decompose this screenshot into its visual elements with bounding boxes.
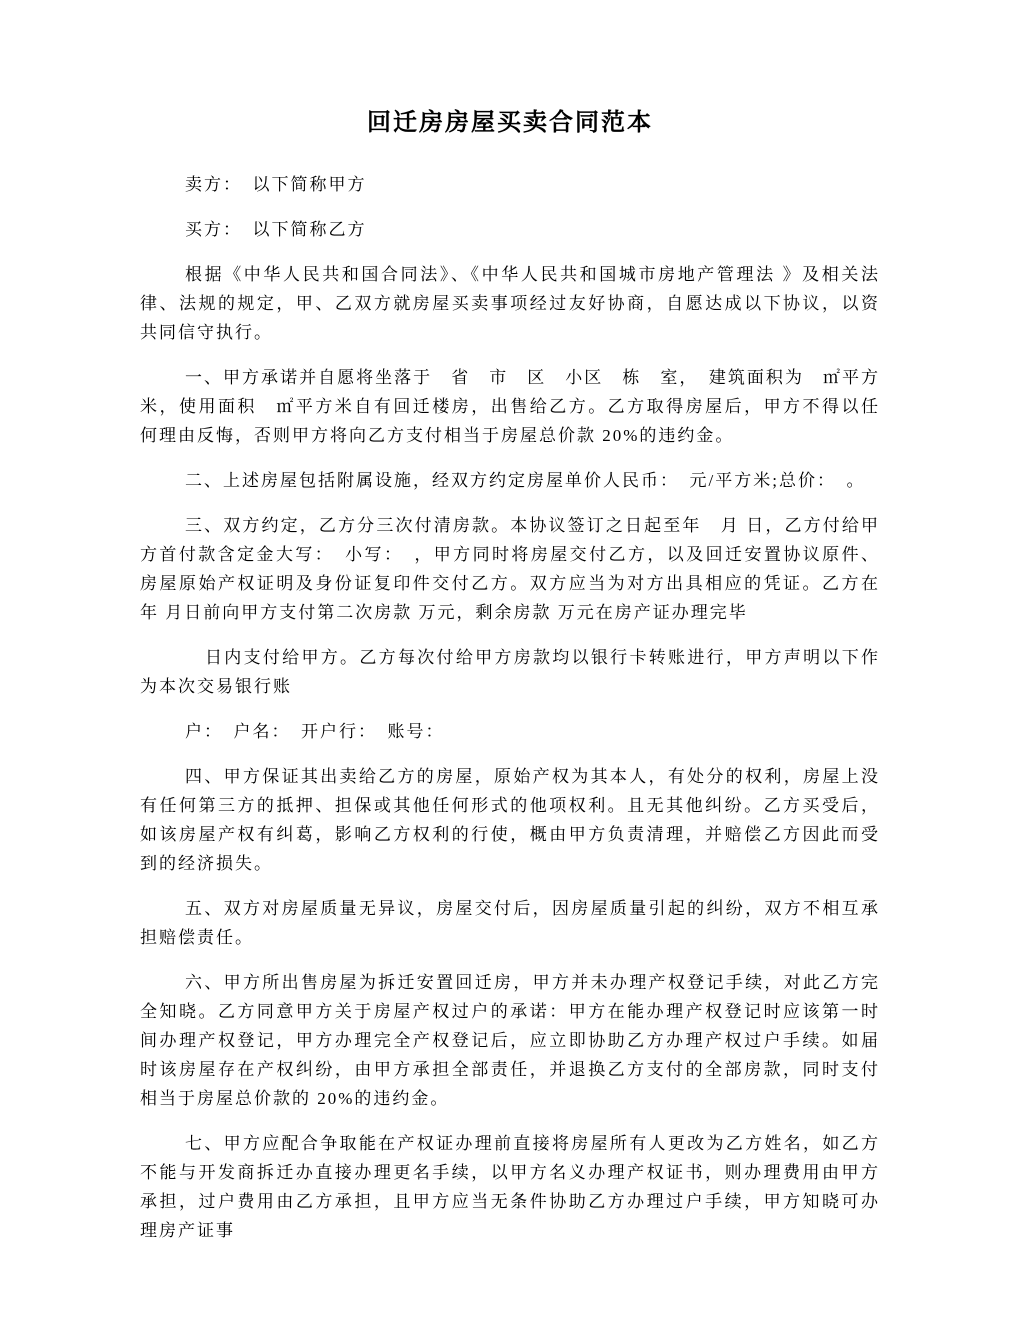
paragraph-preamble: 根据《中华人民共和国合同法》、《中华人民共和国城市房地产管理法 》及相关法律、法规的规定，甲、乙双方就房屋买卖事项经过友好协商，自愿达成以下协议，以资共同信守执行。 xyxy=(140,265,880,342)
paragraph-clause-1: 一、甲方承诺并自愿将坐落于 省 市 区 小区 栋 室， 建筑面积为 ㎡平方米，使用面积 ㎡平方米自有回迁楼房，出售给乙方。乙方取得房屋后，甲方不得以任何理由反悔，否则甲方将向乙方支付相当于房屋总价款 20%的违约金。 xyxy=(140,368,880,445)
paragraph-clause-4: 四、甲方保证其出卖给乙方的房屋，原始产权为其本人，有处分的权利，房屋上没有任何第三方的抵押、担保或其他任何形式的他项权利。且无其他纠纷。乙方买受后，如该房屋产权有纠葛，影响乙方权利的行使，概由甲方负责清理，并赔偿乙方因此而受到的经济损失。 xyxy=(140,767,880,873)
document-title: 回迁房房屋买卖合同范本 xyxy=(367,110,653,136)
paragraph-clause-3-continuation: 日内支付给甲方。乙方每次付给甲方房款均以银行卡转账进行，甲方声明以下作为本次交易银行账 xyxy=(140,648,880,696)
paragraph-clause-5: 五、双方对房屋质量无异议，房屋交付后，因房屋质量引起的纠纷，双方不相互承担赔偿责任。 xyxy=(140,899,880,947)
paragraph-clause-7: 七、甲方应配合争取能在产权证办理前直接将房屋所有人更改为乙方姓名，如乙方不能与开发商拆迁办直接办理更名手续，以甲方名义办理产权证书，则办理费用由甲方承担，过户费用由乙方承担，且甲方应当无条件协助乙方办理过户手续，甲方知晓可办理房产证事 xyxy=(140,1134,880,1240)
paragraph-seller-line: 卖方： 以下简称甲方 xyxy=(185,175,367,194)
paragraph-clause-3: 三、双方约定，乙方分三次付清房款。本协议签订之日起至年 月 日，乙方付给甲方首付款含定金大写： 小写： ，甲方同时将房屋交付乙方，以及回迁安置协议原件、房屋原始产权证明及身份证复印件交付乙方。双方应当为对方出具相应的凭证。乙方在 年 月日前向甲方支付第二次房款 万元，剩余房款 万元在房产证办理完毕 xyxy=(140,516,899,622)
paragraph-bank-account-line: 户： 户名： 开户行： 账号： xyxy=(185,722,445,741)
paragraph-clause-6: 六、甲方所出售房屋为拆迁安置回迁房，甲方并未办理产权登记手续，对此乙方完全知晓。乙方同意甲方关于房屋产权过户的承诺：甲方在能办理产权登记时应该第一时间办理产权登记，甲方办理完全产权登记后，应立即协助乙方办理产权过户手续。如届时该房屋存在产权纠纷，由甲方承担全部责任，并退换乙方支付的全部房款，同时支付相当于房屋总价款的 20%的违约金。 xyxy=(140,973,880,1108)
paragraph-buyer-line: 买方： 以下简称乙方 xyxy=(185,220,367,239)
paragraph-clause-2: 二、上述房屋包括附属设施，经双方约定房屋单价人民币： 元/平方米;总价： 。 xyxy=(185,471,866,490)
